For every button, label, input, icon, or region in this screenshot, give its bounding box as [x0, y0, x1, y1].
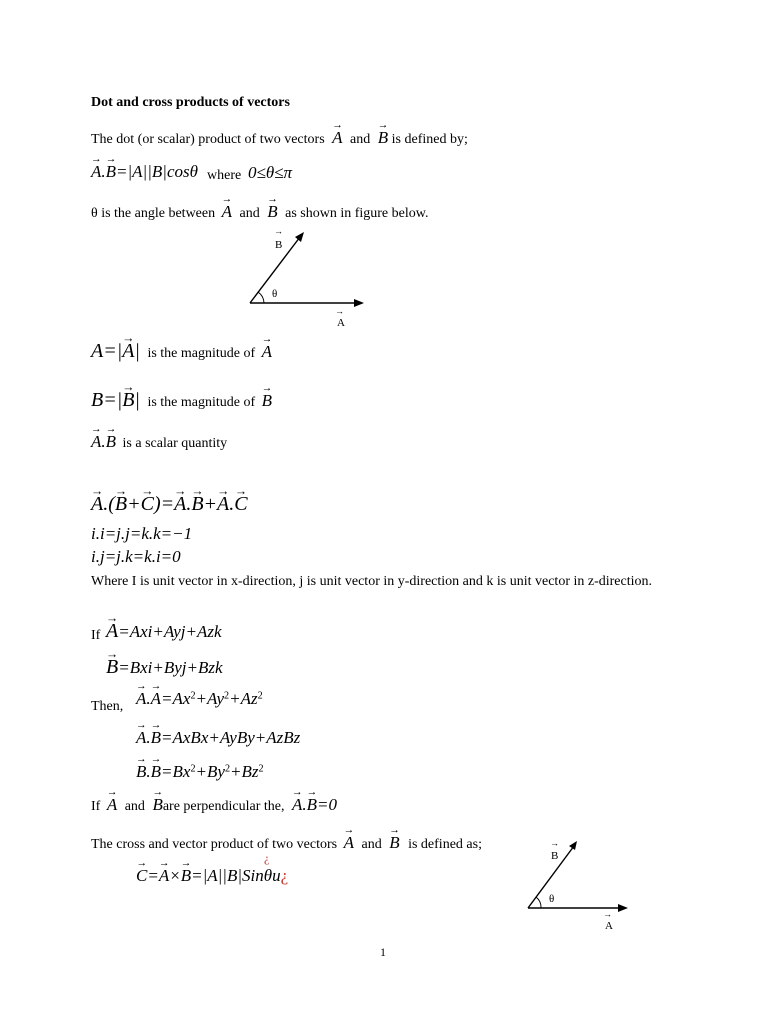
magnitude-a-line: [91, 341, 272, 361]
cross-vec-c: → C: [136, 867, 147, 884]
bb-mid: +By: [195, 762, 225, 781]
magnitude-a-text: is the magnitude of: [147, 346, 256, 361]
svg-text:→: →: [274, 226, 283, 236]
svg-text:→: →: [603, 909, 612, 919]
formula-vec-a: → A: [91, 163, 101, 180]
magnitude-b-vec: → B: [122, 390, 134, 410]
vector-b-label: B: [275, 239, 283, 251]
vector-angle-figure: [240, 225, 380, 335]
unit-vector-note: Where I is unit vector in x-direction, j is unit vector in y-direction and k is unit vector in z-direction.: [91, 574, 653, 589]
if-word: If: [91, 628, 101, 643]
magnitude-b-vec2: → B: [262, 392, 272, 409]
fig2-b-label: B: [551, 850, 559, 862]
angle-line-text: θ is the angle between: [91, 206, 216, 221]
bb-sq1: 2: [190, 763, 196, 775]
fig2-arrowhead-b: [569, 841, 577, 850]
dist-a3: → A: [217, 494, 229, 514]
bb-sq3: 2: [258, 763, 264, 775]
bb-b1: → B: [136, 763, 146, 780]
component-vec-b: → B: [106, 657, 118, 677]
dist-c: → C: [141, 494, 154, 514]
magnitude-b-line: [91, 390, 272, 410]
dist-b: → B: [115, 494, 127, 514]
component-a-rhs: =Axi+Ayj+Azk: [118, 622, 222, 641]
perp-rhs: =0: [317, 795, 337, 814]
arrowhead-b: [295, 232, 304, 242]
a-dot-a-equation: → $A.\to A=Ax^2+Ay^2+Az^2$: [136, 690, 263, 707]
component-b: [106, 657, 223, 677]
fig2-a-label: A: [605, 920, 613, 932]
perp-text: are perpendicular the,: [162, 799, 285, 814]
aa-sq3: 2: [257, 690, 263, 702]
component-b-rhs: =Bxi+Byj+Bzk: [118, 658, 223, 677]
bb-b2: → B: [151, 763, 161, 780]
unit-vector-equation-2: i.j=j.k=k.i=0: [91, 547, 181, 566]
cross-intro-text: The cross and vector product of two vectors: [91, 837, 338, 852]
unit-vector-equation-1: i.i=j.j=k.k=−1: [91, 524, 193, 543]
dist-b2: → B: [191, 494, 203, 514]
angle-line-tail: as shown in figure below.: [285, 206, 429, 221]
scalar-text: is a scalar quantity: [122, 436, 228, 451]
cross-intro-tail: is defined as;: [408, 837, 482, 852]
magnitude-b-text: is the magnitude of: [147, 395, 256, 410]
scalar-vec-b: → B: [106, 433, 116, 450]
cross-def-mark-top: ¿: [264, 851, 270, 865]
magnitude-b-lhs: B=|: [91, 389, 123, 411]
perp-vec-b: → B: [152, 796, 162, 813]
perp-if: If: [91, 799, 101, 814]
bb-rhs: =Bx: [161, 762, 191, 781]
b-dot-b-equation: → $B.\to B=Bx^2+By^2+Bz^2$: [136, 763, 264, 780]
svg-text:→: →: [335, 306, 344, 316]
scalar-quantity-line: → A.→ B is a scalar quantity: [91, 433, 227, 451]
perp-vec-a: → A: [107, 796, 117, 813]
cross-def-rhs: =|A||B|Sinθu: [191, 866, 281, 885]
aa-a1: → A: [136, 690, 146, 707]
component-a: [106, 621, 222, 641]
theta-range: 0≤θ≤π: [248, 163, 293, 182]
svg-text:→: →: [550, 838, 559, 848]
theta-label: θ: [272, 288, 278, 300]
fig2-arrowhead-a: [618, 904, 628, 912]
angle-line: [91, 203, 428, 221]
component-vec-a: → A: [106, 621, 118, 641]
fig2-angle-arc: [536, 897, 541, 908]
dist-c2: → C: [234, 494, 247, 514]
cross-intro-line: [91, 834, 482, 852]
ab-a: → A: [136, 729, 146, 746]
vector-a-symbol: → A: [332, 129, 342, 146]
dot-intro-tail: is defined by;: [391, 132, 468, 147]
cross-def-mark: ¿: [280, 866, 289, 885]
and-word: and: [239, 206, 260, 221]
and-word: and: [350, 132, 371, 147]
magnitude-a-vec: → A: [122, 341, 134, 361]
magnitude-b-bar: |: [134, 389, 140, 411]
perp-and: and: [124, 799, 145, 814]
angle-vec-b: → B: [267, 203, 277, 220]
vector-a-label: A: [337, 317, 345, 329]
dist-a2: → A: [174, 494, 186, 514]
cross-def-vec-a: → A: [159, 867, 169, 884]
aa-mid: +Ay: [195, 689, 224, 708]
aa-rhs: =Ax: [161, 689, 191, 708]
perpendicular-line: If → A and → Bare perpendicular the, → A.→ B=0: [91, 796, 337, 814]
magnitude-a-bar: |: [134, 340, 140, 362]
distributive-law: → A.(→ B+→ C)=→ A.→ B+→ A.→ C: [91, 494, 248, 514]
aa-end: +Az: [229, 689, 258, 708]
formula-rhs: =|A||B|cosθ: [116, 162, 198, 181]
perp-vec-b2: → B: [307, 796, 317, 813]
cross-vec-a: → A: [344, 834, 354, 851]
page-number: 1: [380, 945, 386, 959]
aa-sq2: 2: [224, 690, 230, 702]
bb-sq2: 2: [224, 763, 231, 775]
angle-vec-a: → A: [222, 203, 232, 220]
cross-vec-b: → B: [389, 834, 399, 851]
cross-and: and: [361, 837, 382, 852]
where-word: where: [207, 168, 242, 183]
arrowhead-a: [354, 299, 364, 307]
formula-vec-b: → B: [106, 163, 116, 180]
cross-def-vec-b: → B: [181, 867, 191, 884]
bb-end: +Bz: [230, 762, 259, 781]
then-word: Then,: [91, 699, 124, 714]
scalar-vec-a: → A: [91, 433, 101, 450]
cross-product-figure: [520, 838, 640, 938]
magnitude-a-vec2: → A: [262, 343, 272, 360]
a-dot-b-equation: → A.→ B=AxBx+AyBy+AzBz: [136, 729, 300, 746]
dot-intro-text: The dot (or scalar) product of two vectors: [91, 132, 325, 147]
vector-b-symbol: → B: [378, 129, 388, 146]
perp-vec-a2: → A: [292, 796, 302, 813]
dot-product-formula: → A.→ B=|A||B|cosθ: [91, 163, 198, 181]
fig2-theta-label: θ: [549, 893, 555, 905]
ab-b: → B: [151, 729, 161, 746]
cross-product-formula: → C=→ A×→ B=|A||B|Sinθu¿: [136, 867, 288, 885]
dot-intro-line: [91, 129, 468, 147]
section-heading: Dot and cross products of vectors: [91, 95, 290, 110]
angle-arc: [258, 292, 264, 303]
aa-sq1: 2: [190, 690, 196, 702]
aa-a2: → A: [151, 690, 161, 707]
dist-a: → A: [91, 494, 103, 514]
magnitude-a-lhs: A=|: [91, 340, 123, 362]
ab-rhs: =AxBx+AyBy+AzBz: [161, 728, 301, 747]
